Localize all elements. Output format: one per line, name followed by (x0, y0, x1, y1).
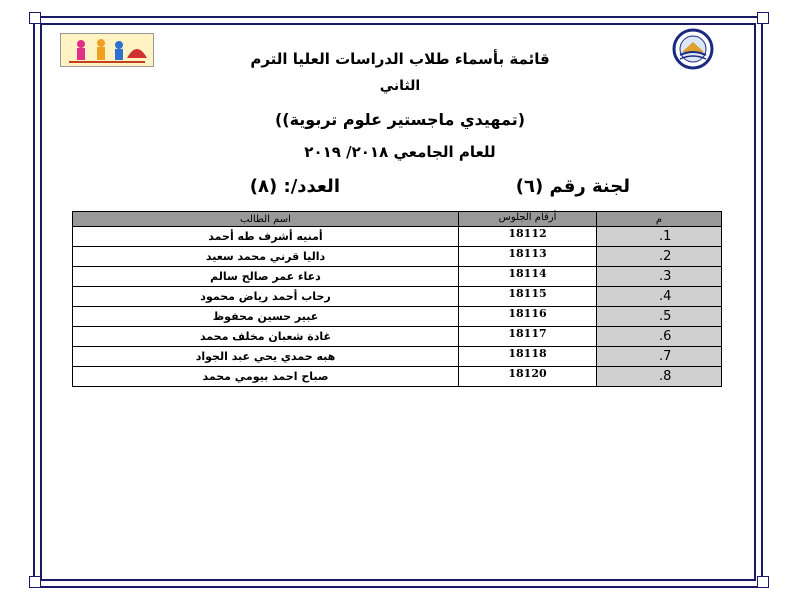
student-name: عبير حسين محفوظ (73, 307, 459, 327)
committee-number: لجنة رقم (٦) (515, 176, 630, 197)
row-number: 2. (597, 247, 722, 267)
academic-year: للعام الجامعي ٢٠١٨/ ٢٠١٩ (304, 143, 496, 161)
student-name: دعاء عمر صالح سالم (73, 267, 459, 287)
table-row (73, 227, 722, 247)
seat-number: 18114 (459, 267, 597, 287)
seat-number: 18112 (459, 227, 597, 247)
row-number: 4. (597, 287, 722, 307)
table-row (73, 327, 722, 347)
corner-ornament-tl (29, 12, 41, 24)
seat-number: 18117 (459, 327, 597, 347)
seat-number: 18113 (459, 247, 597, 267)
header-student-name: اسم الطالب (73, 212, 459, 227)
table-row (73, 347, 722, 367)
student-name: صباح احمد بيومي محمد (73, 367, 459, 387)
seat-number: 18116 (459, 307, 597, 327)
table-row (73, 247, 722, 267)
table-header-row (73, 212, 722, 227)
row-number: 1. (597, 227, 722, 247)
student-count: العدد/: (٨) (249, 176, 340, 197)
corner-ornament-br (757, 576, 769, 588)
row-number: 3. (597, 267, 722, 287)
header-seat-number: أرقام الجلوس (459, 212, 597, 227)
table-row (73, 367, 722, 387)
document-title: قائمة بأسماء طلاب الدراسات العليا الترم (250, 50, 550, 68)
student-table (72, 211, 722, 387)
student-name: داليا قرني محمد سعيد (73, 247, 459, 267)
row-number: 6. (597, 327, 722, 347)
seat-number: 18120 (459, 367, 597, 387)
student-name: رحاب أحمد رياض محمود (73, 287, 459, 307)
row-number: 7. (597, 347, 722, 367)
document-title-line2: الثاني (379, 78, 421, 94)
seat-number: 18118 (459, 347, 597, 367)
program-name: (تمهيدي ماجستير علوم تربوية)) (274, 110, 526, 129)
row-number: 8. (597, 367, 722, 387)
table-row (73, 267, 722, 287)
student-name: أمنيه أشرف طه أحمد (73, 227, 459, 247)
seat-number: 18115 (459, 287, 597, 307)
corner-ornament-tr (757, 12, 769, 24)
table-row (73, 287, 722, 307)
student-name: غادة شعبان مخلف محمد (73, 327, 459, 347)
row-number: 5. (597, 307, 722, 327)
student-name: هبه حمدي يحي عبد الجواد (73, 347, 459, 367)
header-number: م (597, 212, 722, 227)
corner-ornament-bl (29, 576, 41, 588)
table-row (73, 307, 722, 327)
